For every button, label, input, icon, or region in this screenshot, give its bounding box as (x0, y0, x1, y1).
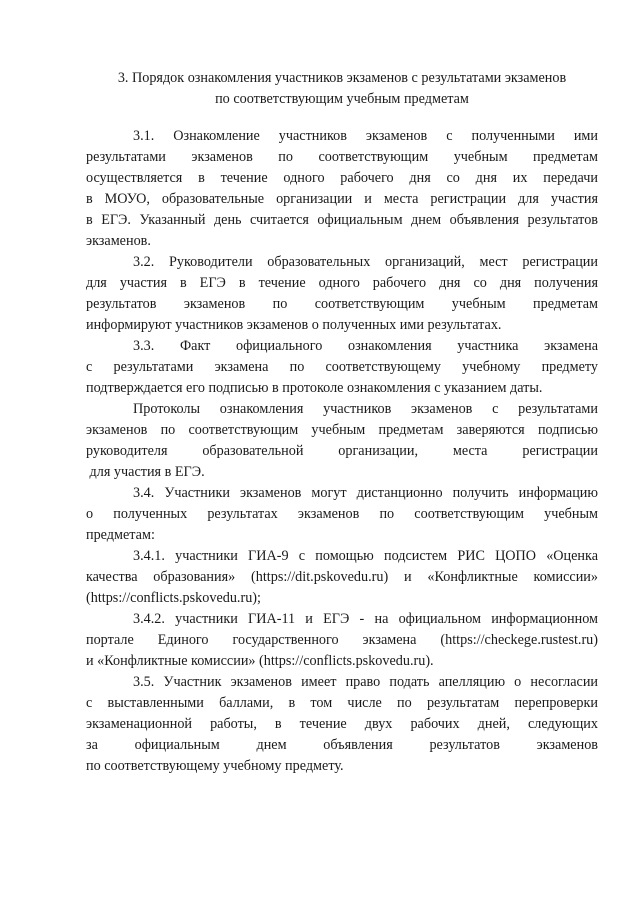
text-line: 3.3. Факт официального ознакомления участника экзамена (133, 338, 598, 354)
text-line: и «Конфликтные комиссии» (https://conflicts.pskovedu.ru). (86, 653, 434, 669)
paragraph-3-5 (86, 672, 598, 777)
text-line: с результатами экзамена по соответствующему учебному предмету (86, 359, 598, 375)
paragraph-3-4-1 (86, 546, 598, 609)
text-line: для участия в ЕГЭ в течение одного рабочего дня со дня получения (86, 275, 598, 291)
text-line: экзаменов по соответствующим учебным предметам заверяются подписью (86, 422, 598, 438)
text-line: подтверждается его подписью в протоколе ознакомления с указанием даты. (86, 380, 543, 396)
text-line: Протоколы ознакомления участников экзаменов с результатами (133, 401, 598, 417)
text-line: экзаменов. (86, 233, 151, 249)
paragraph-3-4-2 (86, 609, 598, 672)
text-line: (https://conflicts.pskovedu.ru); (86, 590, 261, 606)
heading-line: по соответствующим учебным предметам (215, 91, 469, 107)
text-line: результатов экзаменов по соответствующим учебным предметам (86, 296, 598, 312)
heading-line: 3. Порядок ознакомления участников экзаменов с результатами экзаменов (117, 70, 567, 86)
text-line: в ЕГЭ. Указанный день считается официальным днем объявления результатов (86, 212, 598, 228)
text-line: за официальным днем объявления результатов экзаменов (86, 737, 598, 753)
text-line: 3.4. Участники экзаменов могут дистанционно получить информацию (133, 485, 598, 501)
text-line: портале Единого государственного экзамена (https://checkege.rustest.ru) (86, 632, 598, 648)
paragraph-3-2 (86, 252, 598, 336)
document-body (86, 126, 598, 777)
text-line: 3.2. Руководители образовательных организаций, мест регистрации (133, 254, 598, 270)
paragraph-protocols (86, 399, 598, 483)
text-line: информируют участников экзаменов о полученных ими результатах. (86, 317, 502, 333)
text-line: результатами экзаменов по соответствующим учебным предметам (86, 149, 598, 165)
text-line: с выставленными баллами, в том числе по результатам перепроверки (86, 695, 598, 711)
text-line: качества образования» (https://dit.pskovedu.ru) и «Конфликтные комиссии» (86, 569, 598, 585)
text-line: руководителя образовательной организации, места регистрации (86, 443, 598, 459)
text-line: 3.5. Участник экзаменов имеет право подать апелляцию о несогласии (133, 674, 598, 690)
text-line: экзаменационной работы, в течение двух рабочих дней, следующих (86, 716, 598, 732)
text-line: для участия в ЕГЭ. (86, 464, 205, 480)
section-heading (86, 68, 598, 110)
text-line: в МОУО, образовательные организации и места регистрации для участия (86, 191, 598, 207)
text-line: предметам: (86, 527, 155, 543)
text-line: о полученных результатах экзаменов по соответствующим учебным (86, 506, 598, 522)
text-line: 3.4.2. участники ГИА-11 и ЕГЭ - на официальном информационном (133, 611, 598, 627)
text-line: 3.1. Ознакомление участников экзаменов с полученными ими (133, 128, 598, 144)
text-line: по соответствующему учебному предмету. (86, 758, 344, 774)
paragraph-3-4 (86, 483, 598, 546)
paragraph-3-1 (86, 126, 598, 252)
paragraph-3-3 (86, 336, 598, 399)
text-line: 3.4.1. участники ГИА-9 с помощью подсистем РИС ЦОПО «Оценка (133, 548, 598, 564)
text-line: осуществляется в течение одного рабочего дня со дня их передачи (86, 170, 598, 186)
